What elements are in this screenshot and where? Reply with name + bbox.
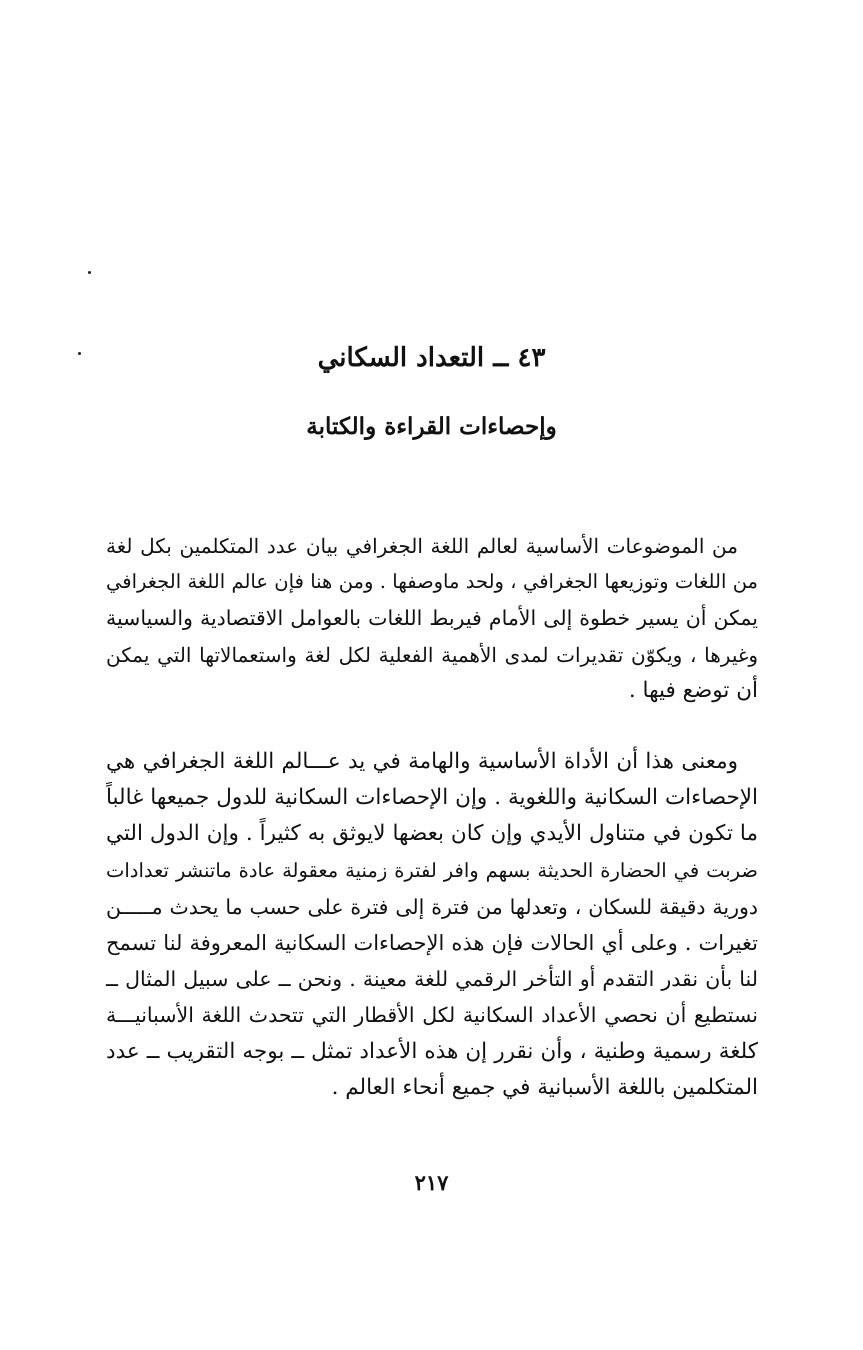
chapter-title: ٤٣ ــ التعداد السكاني	[317, 343, 546, 373]
text-line: ما تكون في متناول الأيدي وإن كان بعضها لايوثق به كثيراً . وإن الدول التي	[106, 821, 758, 847]
text-line: يمكن أن يسير خطوة إلى الأمام فيربط اللغات بالعوامل الاقتصادية والسياسية	[106, 606, 758, 631]
text-line: أن توضع فيها .	[628, 677, 758, 703]
text-line: نستطيع أن نحصي الأعداد السكانية لكل الأقطار التي تتحدث اللغة الأسبانيـــة	[106, 1003, 758, 1028]
paragraph-2	[106, 744, 758, 1106]
text-line: من اللغات وتوزيعها الجغرافي ، ولحد ماوصفها . ومن هنا فإن عالم اللغة الجغرافي	[106, 570, 758, 594]
text-line: تغيرات . وعلى أي الحالات فإن هذه الإحصاءات السكانية المعروفة لنا تسمح	[106, 931, 758, 956]
text-line: من الموضوعات الأساسية لعالم اللغة الجغرافي بيان عدد المتكلمين بكل لغة	[106, 534, 738, 558]
text-line: دورية دقيقة للسكان ، وتعدلها من فترة إلى فترة على حسب ما يحدث مـــــن	[106, 894, 758, 919]
paragraph-1	[106, 528, 758, 709]
text-line: الإحصاءات السكانية واللغوية . وإن الإحصاءات السكانية للدول جميعها غالباً	[106, 785, 758, 811]
text-line: وغيرها ، ويكوّن تقديرات لمدى الأهمية الفعلية لكل لغة واستعمالاتها التي يمكن	[106, 642, 758, 667]
scan-speck	[88, 271, 91, 274]
text-line: ضربت في الحضارة الحديثة بسهم وافر لفترة زمنية معقولة عادة ماتنشر تعدادات	[106, 858, 758, 882]
text-line: كلغة رسمية وطنية ، وأن نقرر إن هذه الأعداد تمثل ــ بوجه التقريب ــ عدد	[106, 1038, 758, 1064]
text-line: المتكلمين باللغة الأسبانية في جميع أنحاء العالم .	[331, 1074, 758, 1100]
text-line: لنا بأن نقدر التقدم أو التأخر الرقمي للغة معينة . ونحن ــ على سبيل المثال ــ	[106, 967, 758, 992]
chapter-subtitle: وإحصاءات القراءة والكتابة	[306, 413, 557, 440]
page-number: ٢١٧	[414, 1170, 449, 1195]
text-line: ومعنى هذا أن الأداة الأساسية والهامة في يد عـــالم اللغة الجغرافي هي	[106, 749, 738, 774]
